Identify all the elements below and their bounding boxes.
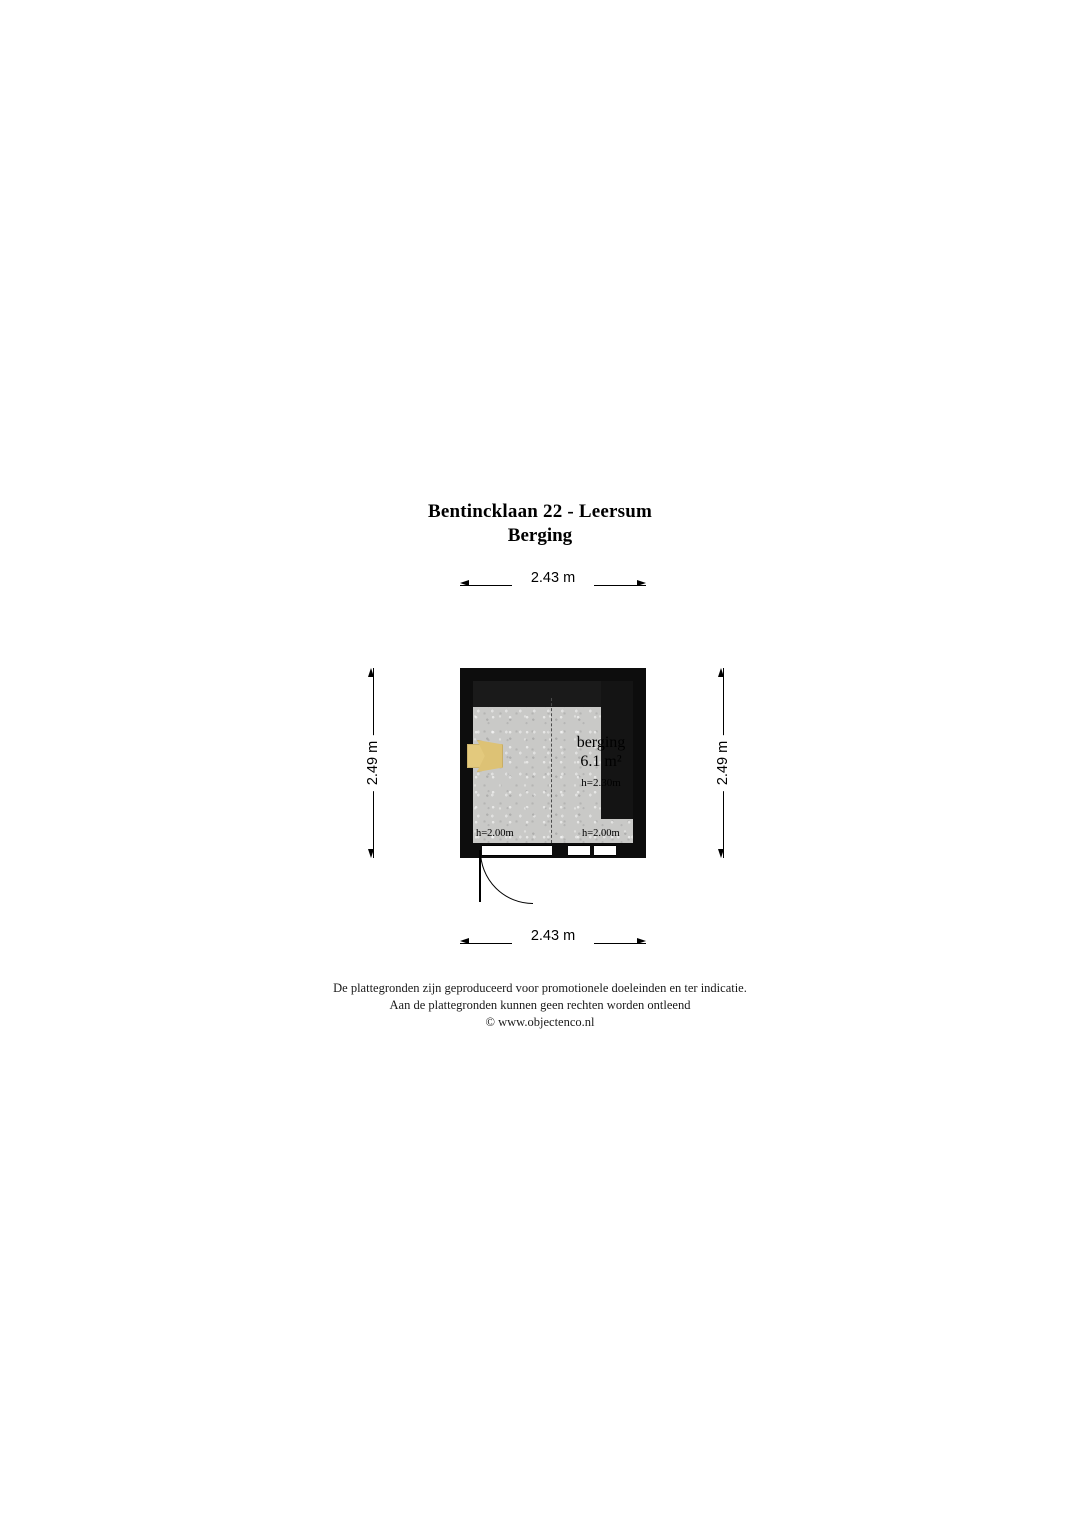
height-note-right: h=2.00m — [582, 828, 620, 839]
disclaimer-line-1: De plattegronden zijn geproduceerd voor promotionele doeleinden en ter indicatie. — [333, 981, 747, 995]
dimension-left-label: 2.49 m — [363, 735, 383, 791]
dimension-top-width — [460, 572, 646, 594]
title-address: Bentincklaan 22 - Leersum — [427, 501, 653, 522]
furniture-item — [467, 740, 505, 770]
page-title — [0, 500, 1080, 548]
arrow-left-icon — [460, 580, 469, 586]
arrow-up-icon — [718, 668, 724, 677]
room-label — [546, 733, 656, 791]
window-opening — [568, 845, 590, 856]
arrow-right-icon — [637, 938, 646, 944]
room-area: 6.1 m² — [580, 753, 622, 770]
dimension-left-height — [362, 668, 384, 858]
door-swing-symbol — [460, 850, 530, 908]
dimension-bottom-width — [460, 930, 646, 952]
disclaimer — [0, 980, 1080, 1031]
dimension-top-label: 2.43 m — [512, 570, 594, 586]
window-opening — [594, 845, 616, 856]
room-name: berging — [576, 734, 626, 751]
arrow-down-icon — [718, 849, 724, 858]
arrow-right-icon — [637, 580, 646, 586]
title-floor: Berging — [507, 525, 573, 546]
arrow-down-icon — [368, 849, 374, 858]
dimension-right-label: 2.49 m — [713, 735, 733, 791]
arrow-left-icon — [460, 938, 469, 944]
floor-plan — [460, 668, 646, 858]
arrow-up-icon — [368, 668, 374, 677]
room-ceiling-height: h=2.30m — [581, 777, 621, 789]
copyright-line: © www.objectenco.nl — [485, 1015, 595, 1029]
dimension-right-height — [712, 668, 734, 858]
height-note-left: h=2.00m — [476, 828, 514, 839]
dimension-bottom-label: 2.43 m — [512, 928, 594, 944]
disclaimer-line-2: Aan de plattegronden kunnen geen rechten worden ontleend — [389, 998, 691, 1012]
